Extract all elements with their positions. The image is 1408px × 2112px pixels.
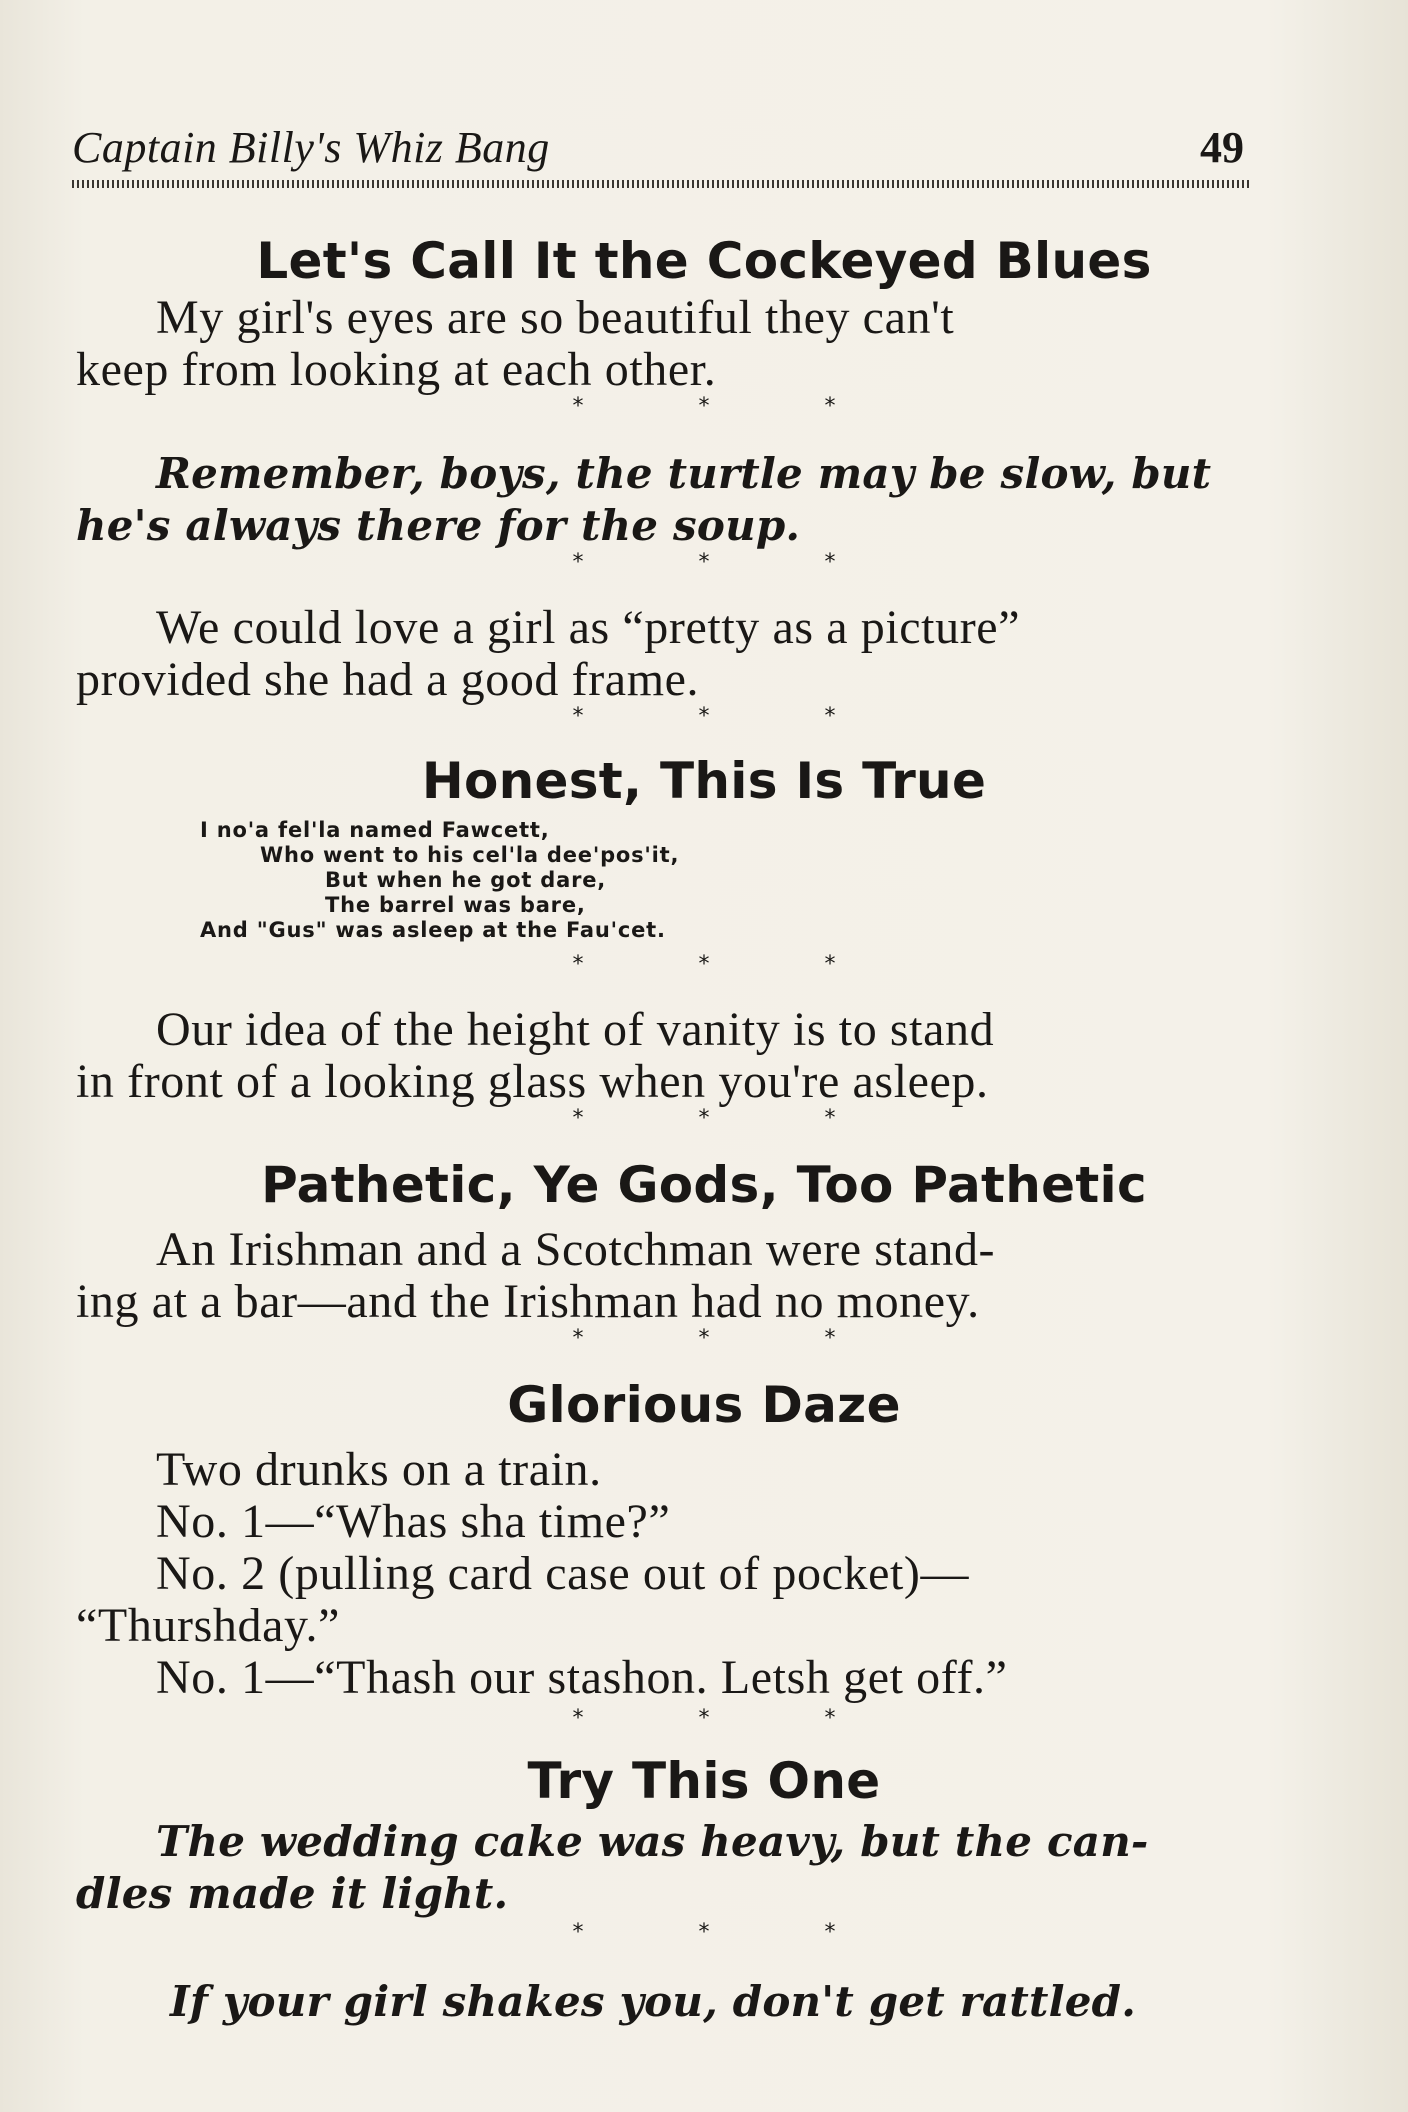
joke-line: No. 1—“Thash our stashon. Letsh get off.”: [156, 1651, 1008, 1704]
joke-turtle: [76, 448, 1256, 552]
poem-line: I no'a fel'la named Fawcett,: [200, 818, 550, 842]
separator-stars: * * *: [572, 1106, 890, 1131]
separator-stars: * * *: [572, 550, 890, 575]
separator-stars: * * *: [572, 1706, 890, 1731]
joke-line: My girl's eyes are so beautiful they can't: [156, 291, 955, 344]
joke-pathetic: [76, 1224, 1256, 1328]
page-number: 49: [1200, 123, 1244, 172]
heading-try-this-one: Try This One: [527, 1752, 881, 1810]
joke-line: No. 1—“Whas sha time?”: [156, 1495, 671, 1548]
joke-line: he's always there for the soup.: [76, 501, 801, 550]
joke-line: dles made it light.: [76, 1869, 509, 1918]
separator-stars: * * *: [572, 952, 890, 977]
joke-line: If your girl shakes you, don't get rattled.: [170, 1977, 1137, 2026]
heading-cockeyed-blues: Let's Call It the Cockeyed Blues: [256, 232, 1152, 290]
joke-line: Our idea of the height of vanity is to stand: [156, 1003, 995, 1056]
magazine-title: Captain Billy's Whiz Bang: [72, 123, 550, 172]
joke-line: ing at a bar—and the Irishman had no money.: [76, 1275, 980, 1328]
heading-honest: Honest, This Is True: [421, 752, 987, 810]
joke-line: Remember, boys, the turtle may be slow, but: [156, 449, 1212, 498]
joke-wedding-cake: [76, 1816, 1256, 1920]
joke-glorious-daze: [76, 1444, 1256, 1704]
separator-stars: * * *: [572, 1326, 890, 1351]
joke-rattled: [170, 1976, 1350, 2028]
joke-cockeyed-blues: [76, 292, 1256, 396]
joke-line: An Irishman and a Scotchman were stand-: [156, 1223, 996, 1276]
poem-fawcett: [200, 818, 900, 943]
heading-glorious-daze: Glorious Daze: [507, 1376, 901, 1434]
joke-line: No. 2 (pulling card case out of pocket)—: [156, 1547, 970, 1600]
poem-line: But when he got dare,: [325, 868, 607, 892]
poem-line: And "Gus" was asleep at the Fau'cet.: [200, 918, 666, 942]
separator-stars: * * *: [572, 704, 890, 729]
running-header: [72, 122, 1250, 182]
joke-line: keep from looking at each other.: [76, 343, 717, 396]
header-rule: [72, 180, 1250, 188]
heading-pathetic: Pathetic, Ye Gods, Too Pathetic: [261, 1156, 1147, 1214]
separator-stars: * * *: [572, 1920, 890, 1945]
joke-picture: [76, 602, 1256, 706]
poem-line: Who went to his cel'la dee'pos'it,: [260, 843, 680, 867]
joke-line: We could love a girl as “pretty as a picture”: [156, 601, 1021, 654]
joke-line: Two drunks on a train.: [156, 1443, 602, 1496]
joke-line: provided she had a good frame.: [76, 653, 700, 706]
poem-line: The barrel was bare,: [325, 893, 586, 917]
joke-line: “Thurshday.”: [76, 1599, 340, 1652]
joke-vanity: [76, 1004, 1256, 1108]
joke-line: The wedding cake was heavy, but the can-: [156, 1817, 1149, 1866]
joke-line: in front of a looking glass when you're asleep.: [76, 1055, 989, 1108]
separator-stars: * * *: [572, 394, 890, 419]
